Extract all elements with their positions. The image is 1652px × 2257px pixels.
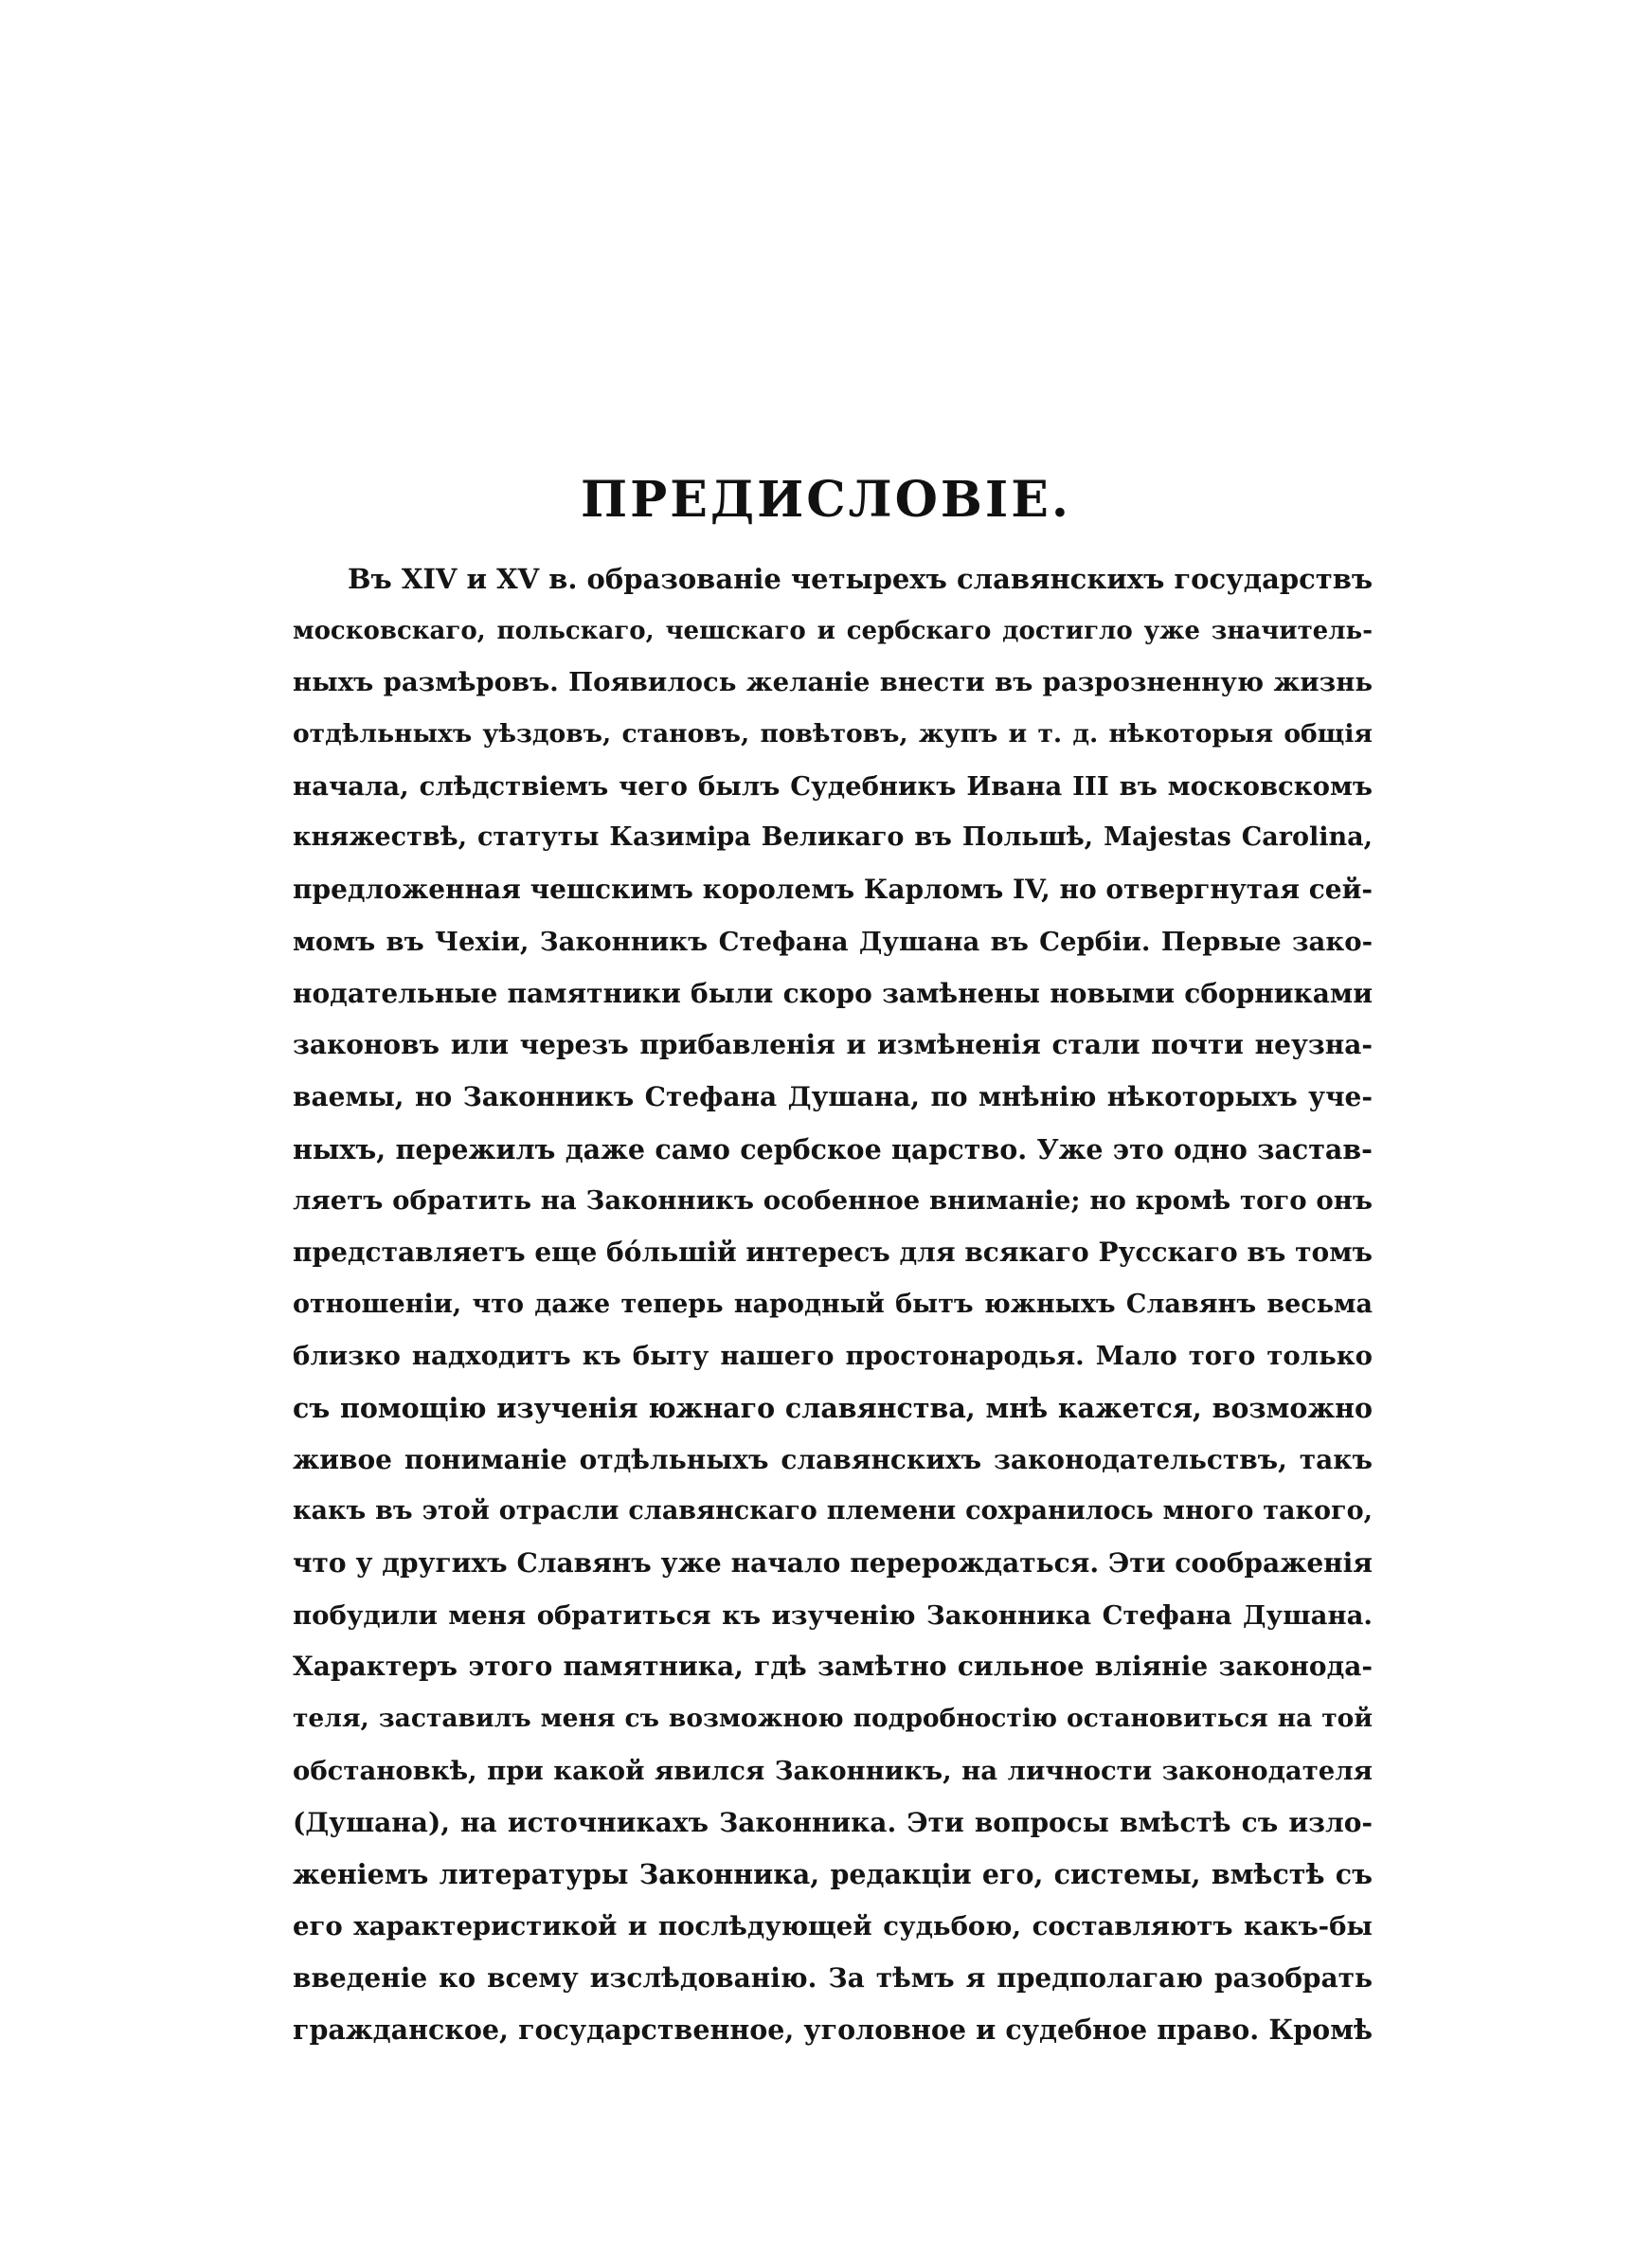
text-line: момъ въ Чехіи, Законникъ Стефана Душана въ Сербіи. Первые зако- bbox=[293, 926, 1373, 957]
text-line: ныхъ, пережилъ даже само сербское царство. Уже это одно застав- bbox=[293, 1132, 1373, 1165]
text-line: теля, заставилъ меня съ возможною подробностію остановиться на той bbox=[293, 1704, 1373, 1734]
text-line: Въ XIV и XV в. образованіе четырехъ славянскихъ государствъ bbox=[348, 563, 1374, 595]
text-line: законовъ или черезъ прибавленія и измѣненія стали почти неузна- bbox=[293, 1029, 1373, 1061]
text-line: какъ въ этой отрасли славянскаго племени сохранилось много такого, bbox=[293, 1496, 1373, 1526]
text-line: нодательные памятники были скоро замѣнены новыми сборниками bbox=[293, 977, 1373, 1009]
text-line: введеніе ко всему изслѣдованію. За тѣмъ я предполагаю разобрать bbox=[293, 1961, 1373, 1994]
text-line: ныхъ размѣровъ. Появилось желаніе внести въ разрозненную жизнь bbox=[293, 667, 1373, 698]
text-line: отдѣльныхъ уѣздовъ, становъ, повѣтовъ, жупъ и т. д. нѣкоторыя общія bbox=[293, 719, 1373, 749]
text-line: княжествѣ, статуты Казиміра Великаго въ Польшѣ, Majestas Carolina, bbox=[293, 822, 1373, 853]
preface-text bbox=[293, 553, 1373, 2056]
text-line: живое пониманіе отдѣльныхъ славянскихъ законодательствъ, такъ bbox=[293, 1443, 1373, 1475]
text-line: близко надходитъ къ быту нашего простонародья. Мало того только bbox=[293, 1341, 1373, 1372]
text-line: представляетъ еще бо́льшій интересъ для всякаго Русскаго въ томъ bbox=[293, 1236, 1373, 1268]
text-line: ваемы, но Законникъ Стефана Душана, по мнѣнію нѣкоторыхъ уче- bbox=[293, 1080, 1373, 1112]
text-line: женіемъ литературы Законника, редакціи его, системы, вмѣстѣ съ bbox=[293, 1858, 1373, 1891]
text-line: (Душана), на источникахъ Законника. Эти вопросы вмѣстѣ съ изло- bbox=[293, 1806, 1373, 1838]
text-line: московскаго, польскаго, чешскаго и сербскаго достигло уже значитель- bbox=[293, 616, 1373, 645]
text-line: отношеніи, что даже теперь народный бытъ южныхъ Славянъ весьма bbox=[293, 1289, 1373, 1319]
text-line: начала, слѣдствіемъ чего былъ Судебникъ Ивана III въ московскомъ bbox=[293, 770, 1373, 802]
text-line: побудили меня обратиться къ изученію Законника Стефана Душана. bbox=[293, 1599, 1373, 1631]
text-line: Характеръ этого памятника, гдѣ замѣтно сильное вліяніе законода- bbox=[293, 1651, 1373, 1683]
text-line: съ помощію изученія южнаго славянства, мнѣ кажется, возможно bbox=[293, 1392, 1373, 1424]
text-line: ляетъ обратить на Законникъ особенное вниманіе; но кромѣ того онъ bbox=[293, 1185, 1373, 1217]
text-line: предложенная чешскимъ королемъ Карломъ IV, но отвергнутая сей- bbox=[293, 874, 1373, 906]
text-line: что у другихъ Славянъ уже начало перерождаться. Эти соображенія bbox=[293, 1547, 1373, 1580]
page-title: ПРЕДИСЛОВІЕ. bbox=[581, 471, 1071, 529]
text-line: его характеристикой и послѣдующей судьбою, составляютъ какъ-бы bbox=[293, 1910, 1373, 1941]
text-line: гражданское, государственное, уголовное и судебное право. Кромѣ bbox=[293, 2013, 1373, 2047]
text-line: обстановкѣ, при какой явился Законникъ, на личности законодателя bbox=[293, 1755, 1373, 1786]
